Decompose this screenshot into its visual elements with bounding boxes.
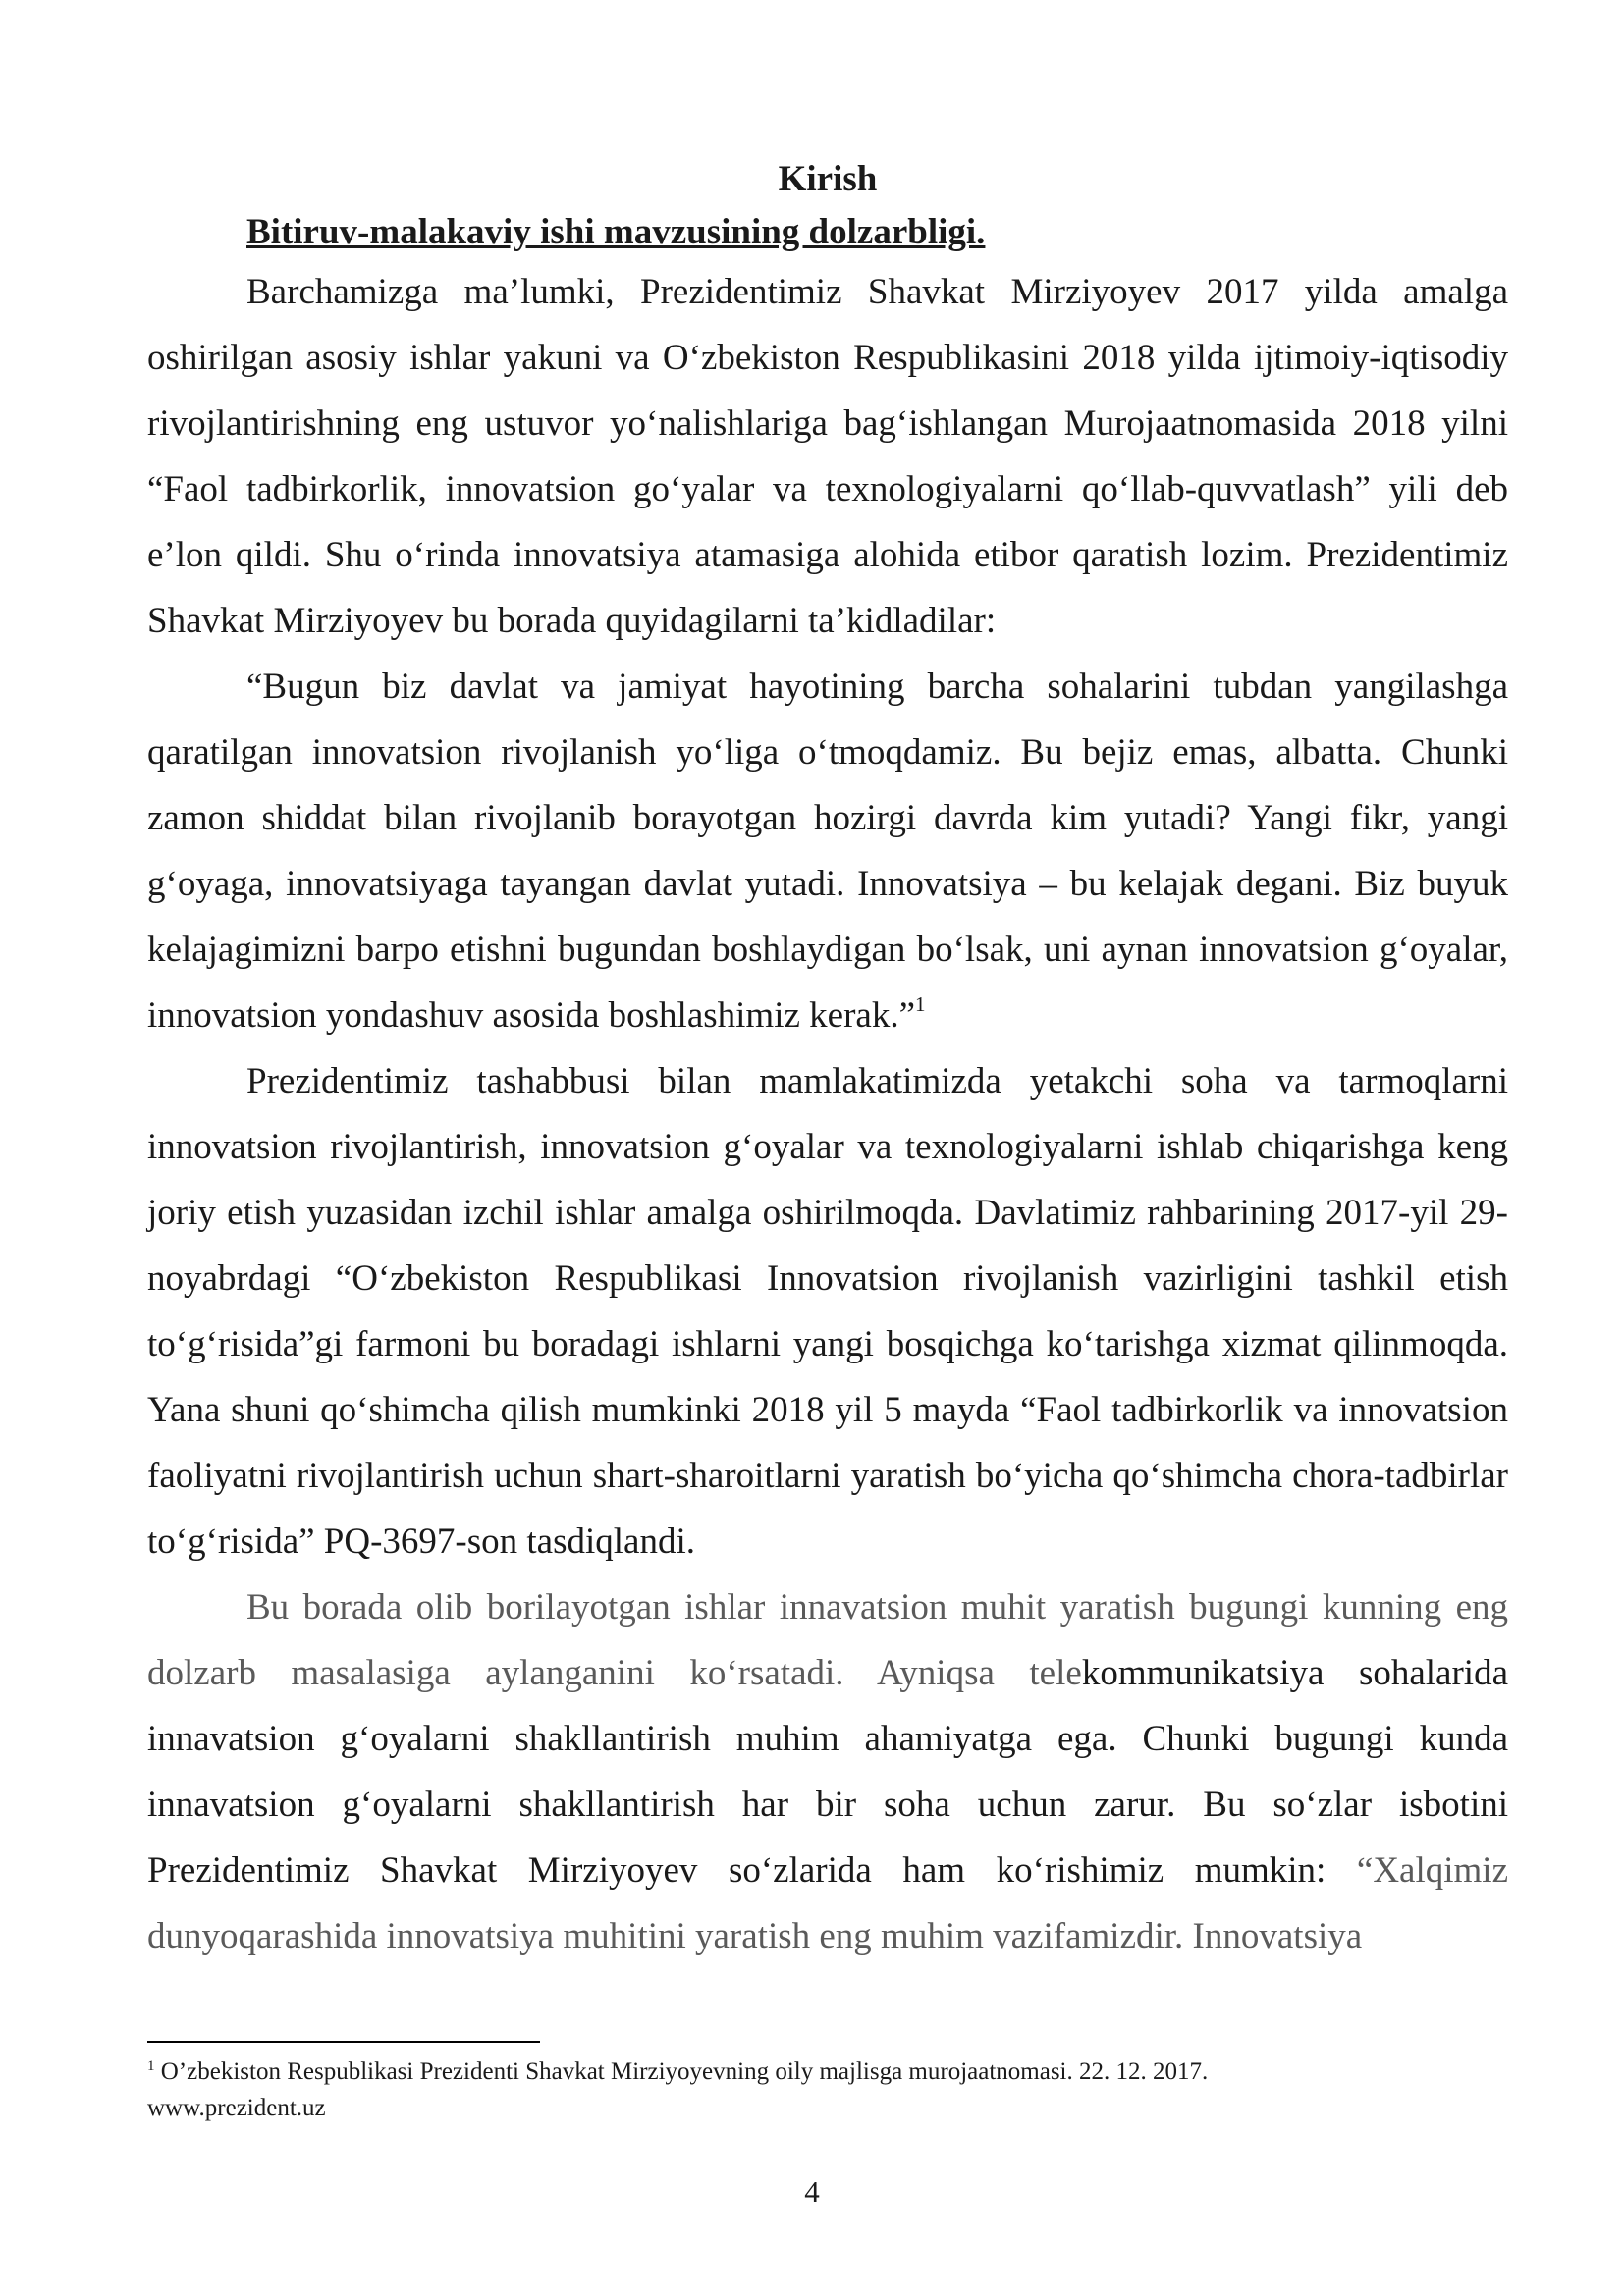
footnote-url[interactable]: www.prezident.uz bbox=[147, 2095, 326, 2121]
footnote-separator bbox=[147, 2041, 540, 2043]
paragraph-3 bbox=[147, 1048, 1508, 1575]
paragraph-2-text: “Bugun biz davlat va jamiyat hayotining barcha sohalarini tubdan yangilashga qaratilgan innovatsion rivojlanish yo‘liga o‘tmoqdamiz. Bu bejiz emas, albatta. Chunki zamon shiddat bilan rivojlanib borayotgan hozirgi davrda kim yutadi? Yangi fikr, yangi g‘oyaga, innovatsiyaga tayangan davlat yutadi. Innovatsiya – bu kelajak degani. Biz buyuk kelajagimizni barpo etishni bugundan boshlaydigan bo‘lsak, uni aynan innovatsion g‘oyalar, innovatsion yondashuv asosida boshlashimiz kerak.” bbox=[147, 667, 1508, 1036]
footnote-line-1 bbox=[147, 2054, 1502, 2090]
main-text bbox=[147, 153, 1508, 1969]
paragraph-4-text-b: kommunikatsiya sohalarida innavatsion g‘oyalarni shakllantirish muhim ahamiyatga ega. Chunki bugungi kunda innavatsion g‘oyalarni shakllantirish har bir soha uchun zarur. Bu so‘zlar isbotini Prezidentimiz Shavkat Mirziyoyev so‘zlarida ham ko‘rishimiz mumkin: bbox=[147, 1653, 1508, 1891]
paragraph-4-text-a: Bu borada olib borilayotgan ishlar innavatsion muhit yaratish bugungi kunning eng dolzarb masalasiga aylanganini ko‘rsatadi. Ayniqsa tele bbox=[147, 1587, 1508, 1693]
footnote-marker: 1 bbox=[147, 2058, 155, 2074]
paragraph-2-quote bbox=[147, 654, 1508, 1048]
page-title: Kirish bbox=[778, 159, 878, 199]
page-number: 4 bbox=[804, 2174, 820, 2209]
paragraph-1 bbox=[147, 259, 1508, 654]
paragraph-4 bbox=[147, 1575, 1508, 1969]
paragraph-3-text: Prezidentimiz tashabbusi bilan mamlakatimizda yetakchi soha va tarmoqlarni innovatsion rivojlantirish, innovatsion g‘oyalar va texnologiyalarni ishlab chiqarishga keng joriy etish yuzasidan izchil ishlar amalga oshirilmoqda. Davlatimiz rahbarining 2017-yil 29-noyabrdagi “O‘zbekiston Respublikasi Innovatsion rivojlanish vazirligini tashkil etish to‘g‘risida”gi farmoni bu boradagi ishlarni yangi bosqichga ko‘tarishga xizmat qilinmoqda. Yana shuni qo‘shimcha qilish mumkinki 2018 yil 5 mayda “Faol tadbirkorlik va innovatsion faoliyatni rivojlantirish uchun shart-sharoitlarni yaratish bo‘yicha qo‘shimcha chora-tadbirlar to‘g‘risida” PQ-3697-son tasdiqlandi. bbox=[147, 1061, 1508, 1562]
section-heading: Bitiruv-malakaviy ishi mavzusining dolzarbligi. bbox=[246, 212, 986, 252]
paragraph-1-text: Barchamizga ma’lumki, Prezidentimiz Shavkat Mirziyoyev 2017 yilda amalga oshirilgan asosiy ishlar yakuni va O‘zbekiston Respublikasini 2018 yilda ijtimoiy-iqtisodiy rivojlantirishning eng ustuvor yo‘nalishlariga bag‘ishlangan Murojaatnomasida 2018 yilni “Faol tadbirkorlik, innovatsion go‘yalar va texnologiyalarni qo‘llab-quvvatlash” yili deb e’lon qildi. Shu o‘rinda innovatsiya atamasiga alohida etibor qaratish lozim. Prezidentimiz Shavkat Mirziyoyev bu borada quyidagilarni ta’kidladilar: bbox=[147, 272, 1508, 641]
footnote bbox=[147, 2054, 1502, 2126]
footnote-text: O’zbekiston Respublikasi Prezidenti Shavkat Mirziyoyevning oily majlisga murojaatnomasi. 22. 12. 2017. bbox=[154, 2058, 1209, 2085]
paragraph-4-text-c: “Xalqimiz dunyoqarashida innovatsiya muhitini yaratish eng muhim vazifamizdir. Innovatsiya bbox=[147, 1850, 1508, 1956]
footnote-reference[interactable]: 1 bbox=[915, 992, 926, 1016]
